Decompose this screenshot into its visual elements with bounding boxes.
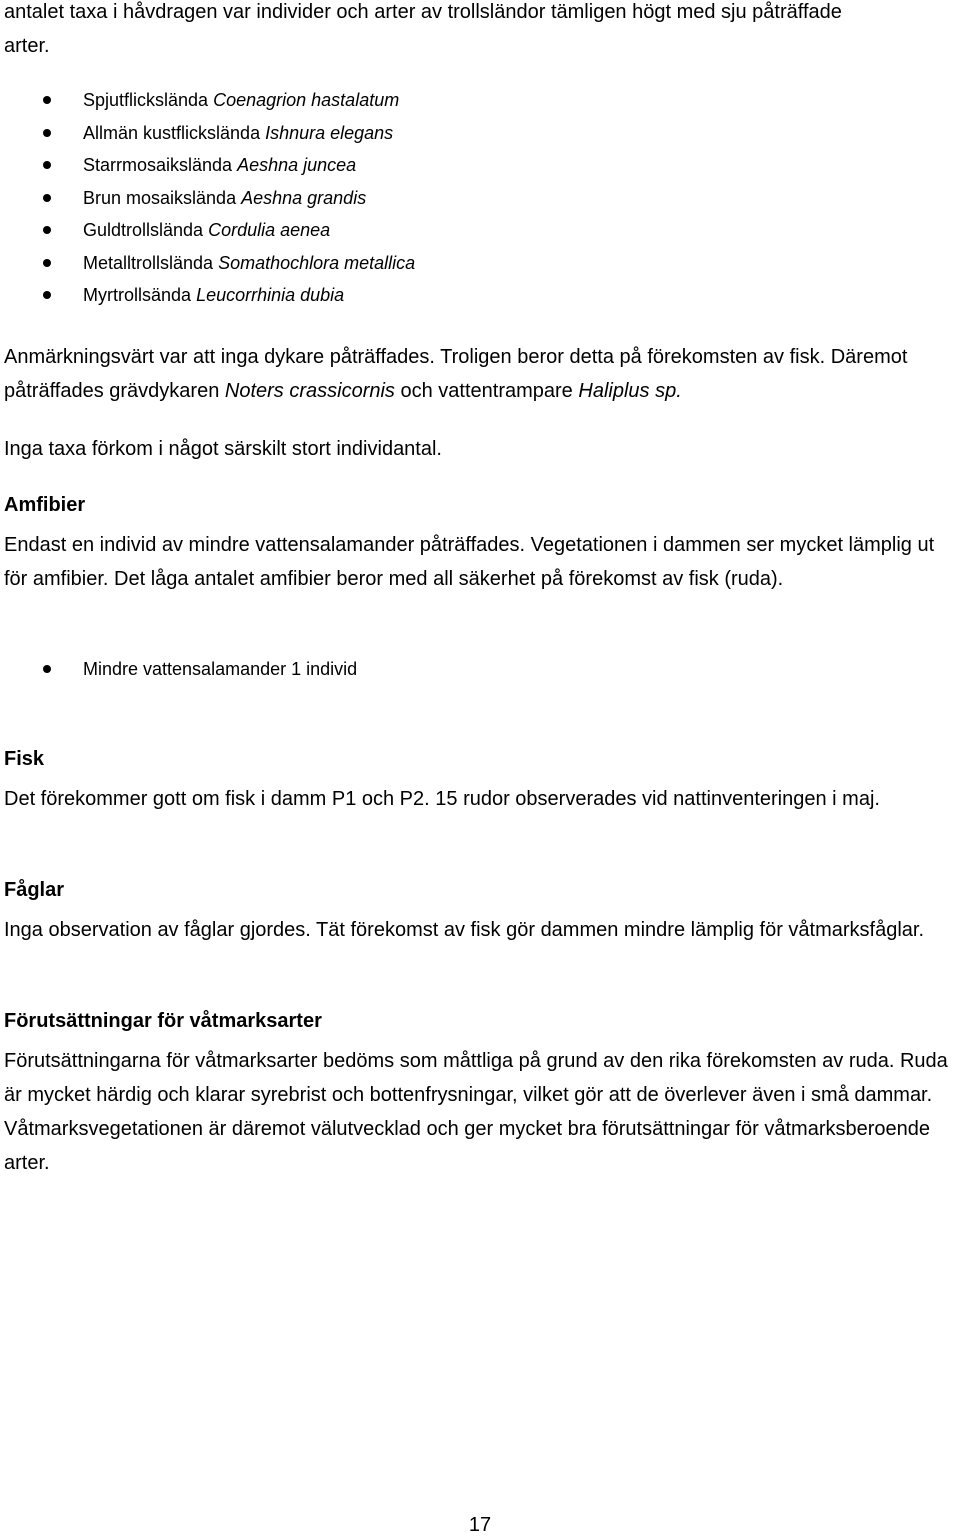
species-latin-name: Somathochlora metallica — [218, 252, 416, 273]
remark-species-2: Haliplus sp. — [578, 380, 682, 402]
species-latin-name: Cordulia aenea — [208, 220, 331, 240]
bullet-icon — [43, 259, 51, 267]
faglar-paragraph: Inga observation av fåglar gjordes. Tät förekomst av fisk gör dammen mindre lämplig för våtmarksfåglar. — [4, 919, 925, 941]
list-item — [0, 117, 415, 150]
list-item — [0, 247, 415, 280]
list-item — [0, 182, 415, 215]
bullet-icon — [43, 226, 51, 234]
forutsattningar-paragraph: Förutsättningarna för våtmarksarter bedöms som måttliga på grund av den rika förekomsten av ruda. Ruda är mycket härdig och klarar syrebrist och bottenfrysningar, vilket gör att de överlever även i små dammar. Våtmarksvegetationen är däremot välutvecklad och ger mycket bra förutsättningar för våtmarksberoende arter. — [4, 1050, 948, 1174]
intro-paragraph — [4, 0, 956, 63]
intro-line-1: antalet taxa i håvdragen var individer och arter av trollsländor tämligen högt med sju påträffade — [4, 1, 842, 23]
species-common-name: Spjutflickslända — [83, 90, 209, 110]
species-common-name: Metalltrollslända — [83, 252, 214, 273]
amfibier-heading: Amfibier — [4, 494, 86, 516]
species-latin-name: Aeshna juncea — [237, 155, 357, 175]
page-number: 17 — [468, 1514, 492, 1536]
species-common-name: Myrtrollsända — [83, 285, 192, 305]
remark-species-1: Noters crassicornis — [224, 380, 395, 402]
bullet-icon — [43, 194, 51, 202]
species-latin-name: Coenagrion hastalatum — [213, 90, 400, 110]
remark-paragraph — [4, 340, 956, 408]
bullet-icon — [43, 161, 51, 169]
fisk-heading: Fisk — [4, 748, 45, 770]
amfibier-item-label: Mindre vattensalamander 1 individ — [83, 659, 358, 679]
species-common-name: Allmän kustflickslända — [83, 122, 261, 143]
species-latin-name: Ishnura elegans — [265, 122, 394, 143]
list-item — [0, 149, 415, 182]
species-common-name: Guldtrollslända — [83, 220, 204, 240]
bullet-icon — [43, 665, 51, 673]
no-large-counts-paragraph: Inga taxa förkom i något särskilt stort individantal. — [4, 438, 442, 460]
faglar-heading: Fåglar — [4, 879, 65, 901]
remark-text-a: Anmärkningsvärt var att inga dykare påträffades. Troligen beror detta på förekomsten av fisk. Däremot påträffades grävdykaren — [4, 346, 908, 402]
species-common-name: Brun mosaikslända — [83, 187, 237, 208]
remark-text-c: och vattentrampare — [394, 380, 579, 402]
list-item — [0, 653, 357, 686]
amfibier-paragraph: Endast en individ av mindre vattensalamander påträffades. Vegetationen i dammen ser mycket lämplig ut för amfibier. Det låga antalet amfibier beror med all säkerhet på förekomst av fisk (ruda). — [4, 534, 935, 590]
intro-line-2: arter. — [4, 35, 50, 57]
list-item — [0, 84, 415, 117]
bullet-icon — [43, 291, 51, 299]
species-common-name: Starrmosaikslända — [83, 155, 233, 175]
amfibier-list — [0, 653, 357, 686]
list-item — [0, 214, 415, 247]
species-latin-name: Aeshna grandis — [241, 187, 367, 208]
species-latin-name: Leucorrhinia dubia — [196, 285, 345, 305]
fisk-paragraph: Det förekommer gott om fisk i damm P1 och P2. 15 rudor observerades vid nattinventeringen i maj. — [4, 788, 880, 810]
dragonfly-species-list — [0, 84, 415, 312]
bullet-icon — [43, 96, 51, 104]
bullet-icon — [43, 129, 51, 137]
list-item — [0, 279, 415, 312]
forutsattningar-heading: Förutsättningar för våtmarksarter — [4, 1010, 322, 1032]
